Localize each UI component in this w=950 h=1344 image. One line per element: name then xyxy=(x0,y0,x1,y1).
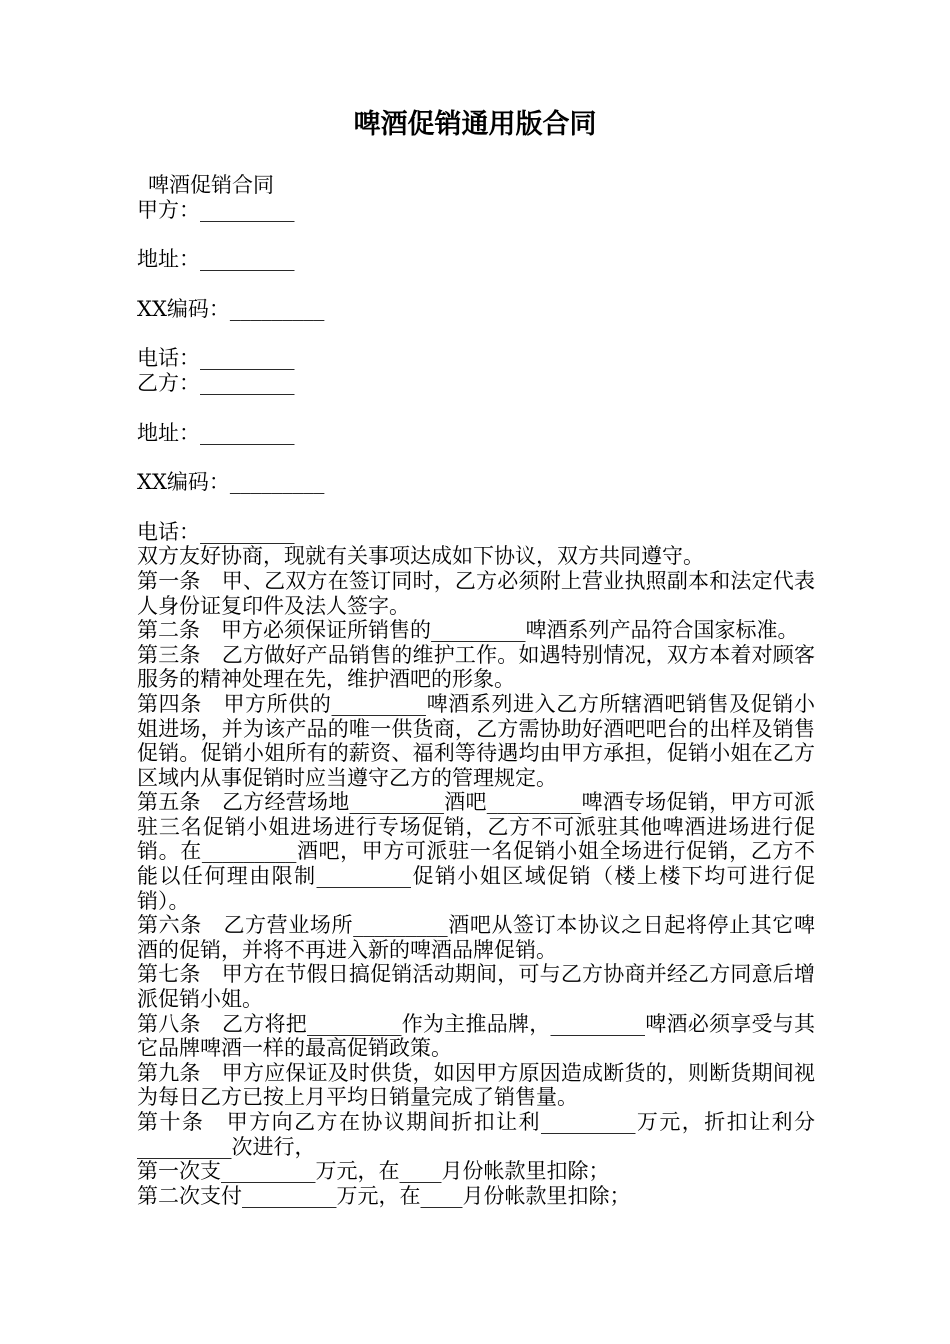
party-a-name: 甲方：_________ xyxy=(137,197,295,222)
party-b-name: 乙方：_________ xyxy=(137,370,295,395)
party-b-address: 地址：_________ xyxy=(137,420,295,445)
article-2: 第二条 甲方必须保证所销售的_________啤酒系列产品符合国家标准。 xyxy=(137,618,799,643)
article-7: 第七条 甲方在节假日搞促销活动期间，可与乙方协商并经乙方同意后增派促销小姐。 xyxy=(137,962,815,1012)
article-10: 第十条 甲方向乙方在协议期间折扣让利_________万元，折扣让利分_________次进行， xyxy=(137,1110,815,1159)
document-body xyxy=(137,173,815,1208)
party-a-phone: 电话：_________ xyxy=(137,346,295,371)
article-5: 第五条 乙方经营场地_________酒吧_________啤酒专场促销，甲方可派驻三名促销小姐进场进行专场促销，乙方不可派驻其他啤酒进场进行促销。在_________酒吧，甲方可派驻一名促销小姐全场进行促销，乙方不能以任何理由限制_________促销小姐区域促销（楼上楼下均可进行促销）。 xyxy=(137,790,815,913)
party-a-code: XX编码：_________ xyxy=(137,296,325,321)
party-b-code: XX编码：_________ xyxy=(137,470,325,495)
payment-2: 第二次支付_________万元，在____月份帐款里扣除； xyxy=(137,1183,631,1208)
party-a-address: 地址：_________ xyxy=(137,247,295,272)
article-3: 第三条 乙方做好产品销售的维护工作。如遇特别情况，双方本着对顾客服务的精神处理在先，维护酒吧的形象。 xyxy=(137,642,815,692)
document-title: 啤酒促销通用版合同 xyxy=(353,109,597,140)
article-6: 第六条 乙方营业场所_________酒吧从签订本协议之日起将停止其它啤酒的促销，并将不再进入新的啤酒品牌促销。 xyxy=(137,913,815,962)
party-b-phone: 电话：_________ xyxy=(137,519,295,544)
contract-subtitle: 啤酒促销合同 xyxy=(148,173,274,197)
payment-1: 第一次支_________万元，在____月份帐款里扣除； xyxy=(137,1159,610,1184)
article-1: 第一条 甲、乙双方在签订同时，乙方必须附上营业执照副本和法定代表人身份证复印件及法人签字。 xyxy=(137,568,815,618)
article-4: 第四条 甲方所供的_________啤酒系列进入乙方所辖酒吧销售及促销小姐进场，并为该产品的唯一供货商，乙方需协助好酒吧吧台的出样及销售促销。促销小姐所有的薪资、福利等待遇均由甲方承担，促销小姐在乙方区域内从事促销时应当遵守乙方的管理规定。 xyxy=(137,691,815,790)
article-8: 第八条 乙方将把_________作为主推品牌，_________啤酒必须享受与其它品牌啤酒一样的最高促销政策。 xyxy=(137,1011,815,1061)
intro-paragraph: 双方友好协商，现就有关事项达成如下协议，双方共同遵守。 xyxy=(137,544,704,569)
article-9: 第九条 甲方应保证及时供货，如因甲方原因造成断货的，则断货期间视为每日乙方已按上月平均日销量完成了销售量。 xyxy=(137,1060,815,1110)
